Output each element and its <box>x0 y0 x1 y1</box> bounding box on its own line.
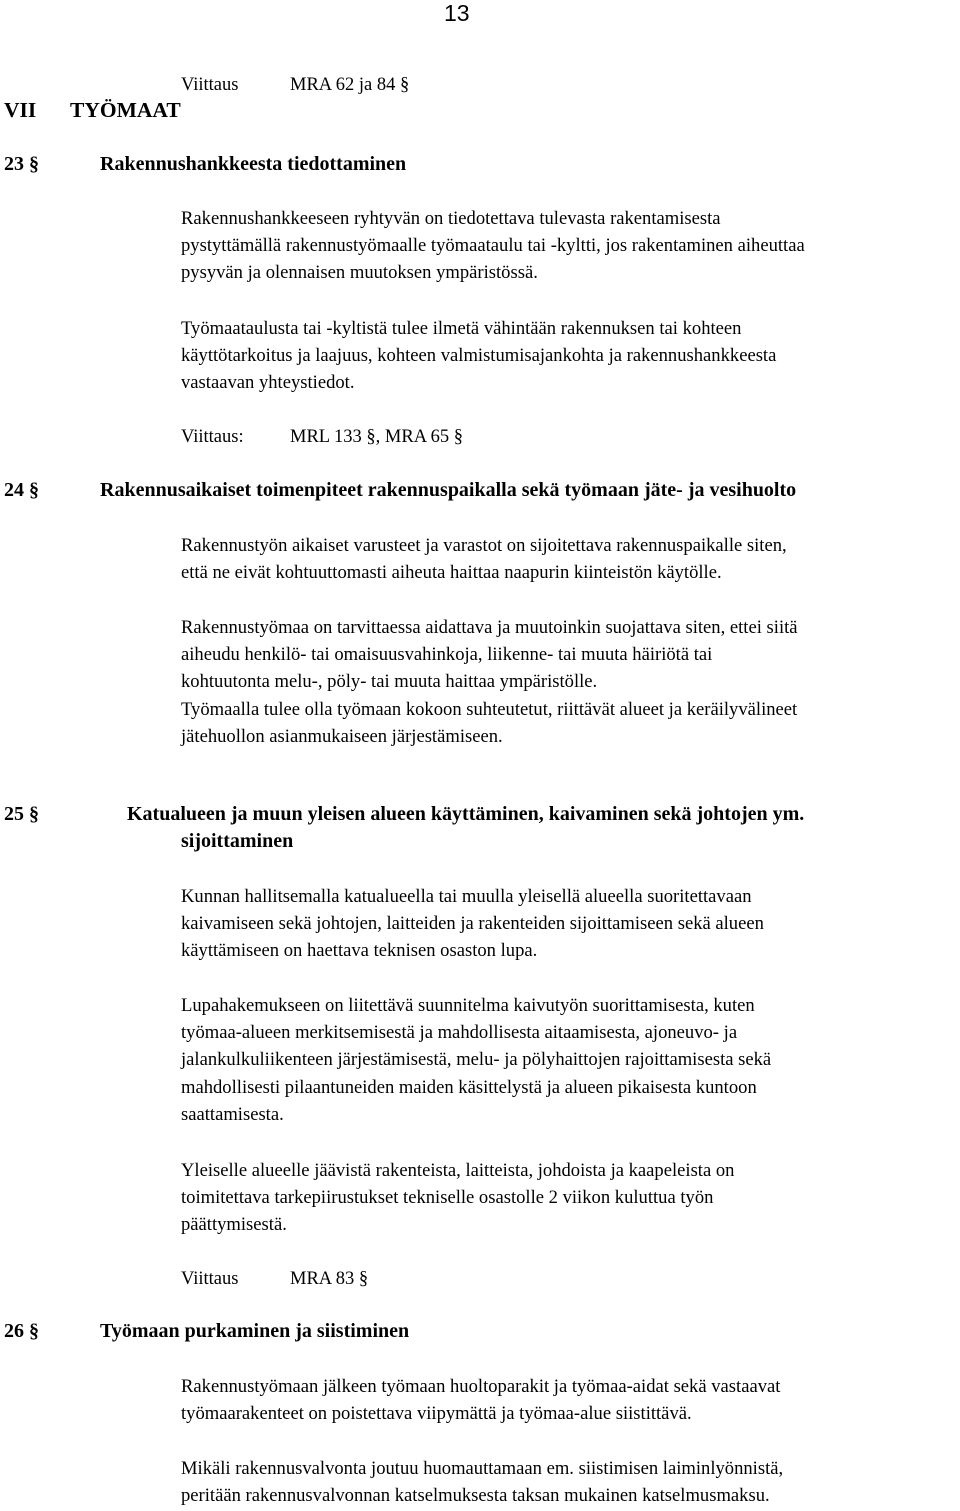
section-25-reference <box>181 1268 369 1290</box>
text-line: Työmaataulusta tai -kyltistä tulee ilmetä vähintään rakennuksen tai kohteen <box>181 318 742 339</box>
text-line: Mikäli rakennusvalvonta joutuu huomauttamaan em. siistimisen laiminlyönnistä, <box>181 1458 784 1479</box>
section-number: 24 § <box>4 479 39 501</box>
section-26-paragraph-1 <box>181 1373 956 1427</box>
section-23-heading <box>4 151 407 178</box>
reference-value: MRL 133 §, MRA 65 § <box>290 427 464 447</box>
section-number: 23 § <box>4 153 39 175</box>
chapter-number: VII <box>4 98 37 122</box>
text-line: jätehuollon asianmukaiseen järjestämiseen. <box>181 725 503 747</box>
text-line: että ne eivät kohtuuttomasti aiheuta haittaa naapurin kiinteistön käytölle. <box>181 562 722 584</box>
section-title: Rakennushankkeesta tiedottaminen <box>100 153 407 175</box>
text-line: käyttötarkoitus ja laajuus, kohteen valmistumisajankohta ja rakennushankkeesta <box>181 345 777 367</box>
section-25-heading <box>4 801 805 852</box>
text-line: työmaa-alueen merkitsemisestä ja mahdollisesta aitaamisesta, ajoneuvo- ja <box>181 1022 738 1044</box>
text-line: aiheudu henkilö- tai omaisuusvahinkoja, liikenne- tai muuta häiriötä tai <box>181 644 713 666</box>
section-23-paragraph-2 <box>181 315 956 397</box>
chapter-title: TYÖMAAT <box>70 98 181 122</box>
text-line: Lupahakemukseen on liitettävä suunnitelma kaivutyön suorittamisesta, kuten <box>181 995 755 1016</box>
text-line: Työmaalla tulee olla työmaan kokoon suhteutetut, riittävät alueet ja keräilyvälineet <box>181 698 798 720</box>
section-26-heading <box>4 1318 410 1345</box>
text-line: Rakennustyön aikaiset varusteet ja varastot on sijoitettava rakennuspaikalle siten, <box>181 535 787 556</box>
section-23-reference <box>181 426 464 448</box>
text-line: Yleiselle alueelle jäävistä rakenteista, laitteista, johdoista ja kaapeleista on <box>181 1160 735 1181</box>
text-line: päättymisestä. <box>181 1214 287 1236</box>
section-26-paragraph-2 <box>181 1455 956 1509</box>
text-line: kaivamiseen sekä johtojen, laitteiden ja rakenteiden sijoittamiseen sekä alueen <box>181 913 764 935</box>
reference-label: Viittaus: <box>181 427 244 447</box>
text-line: vastaavan yhteystiedot. <box>181 372 355 394</box>
text-line: Kunnan hallitsemalla katualueella tai muulla yleisellä alueella suoritettavaan <box>181 886 752 907</box>
text-line: jalankulkuliikenteen järjestämisestä, melu- ja pölyhaittojen rajoittamisesta sekä <box>181 1049 772 1071</box>
section-25-paragraph-3 <box>181 1157 956 1239</box>
section-title: Rakennusaikaiset toimenpiteet rakennuspaikalla sekä työmaan jäte- ja vesihuolto <box>100 479 797 501</box>
chapter-heading <box>4 96 181 124</box>
chapter-reference <box>181 74 410 96</box>
text-line: kohtuutonta melu-, pöly- tai muuta haittaa ympäristölle. <box>181 671 598 693</box>
reference-label: Viittaus <box>181 75 239 95</box>
text-line: pystyttämällä rakennustyömaalle työmaataulu tai -kyltti, jos rakentaminen aiheuttaa <box>181 235 805 257</box>
text-line: mahdollisesti pilaantuneiden maiden käsittelystä ja alueen pikaisesta kuntoon <box>181 1076 757 1098</box>
text-line: Rakennustyömaan jälkeen työmaan huoltoparakit ja työmaa-aidat sekä vastaavat <box>181 1376 781 1397</box>
reference-value: MRA 83 § <box>290 1269 369 1289</box>
text-line: peritään rakennusvalvonnan katselmuksesta taksan mukainen katselmusmaksu. <box>181 1485 770 1507</box>
section-title: Katualueen ja muun yleisen alueen käyttäminen, kaivaminen sekä johtojen ym. <box>127 803 805 825</box>
section-number: 25 § <box>4 803 39 825</box>
text-line: saattamisesta. <box>181 1103 284 1125</box>
section-24-paragraph-1 <box>181 532 956 586</box>
text-line: toimitettava tarkepiirustukset tekniselle osastolle 2 viikon kuluttua työn <box>181 1187 714 1209</box>
section-title: Työmaan purkaminen ja siistiminen <box>100 1320 410 1342</box>
section-25-paragraph-1 <box>181 883 956 965</box>
text-line: Rakennustyömaa on tarvittaessa aidattava ja muutoinkin suojattava siten, ettei siitä <box>181 617 798 638</box>
text-line: käyttämiseen on haettava teknisen osaston lupa. <box>181 940 538 962</box>
page-number: 13 <box>444 0 470 26</box>
reference-label: Viittaus <box>181 1269 239 1289</box>
section-23-paragraph-1 <box>181 205 956 287</box>
section-number: 26 § <box>4 1320 39 1342</box>
text-line: Rakennushankkeeseen ryhtyvän on tiedotettava tulevasta rakentamisesta <box>181 208 721 229</box>
section-title-continuation: sijoittaminen <box>181 830 294 852</box>
section-24-heading <box>4 477 797 504</box>
section-25-paragraph-2 <box>181 992 956 1128</box>
section-24-paragraph-2 <box>181 614 956 750</box>
text-line: työmaarakenteet on poistettava viipymättä ja työmaa-alue siistittävä. <box>181 1403 692 1425</box>
text-line: pysyvän ja olennaisen muutoksen ympäristössä. <box>181 262 538 284</box>
reference-value: MRA 62 ja 84 § <box>290 75 410 95</box>
